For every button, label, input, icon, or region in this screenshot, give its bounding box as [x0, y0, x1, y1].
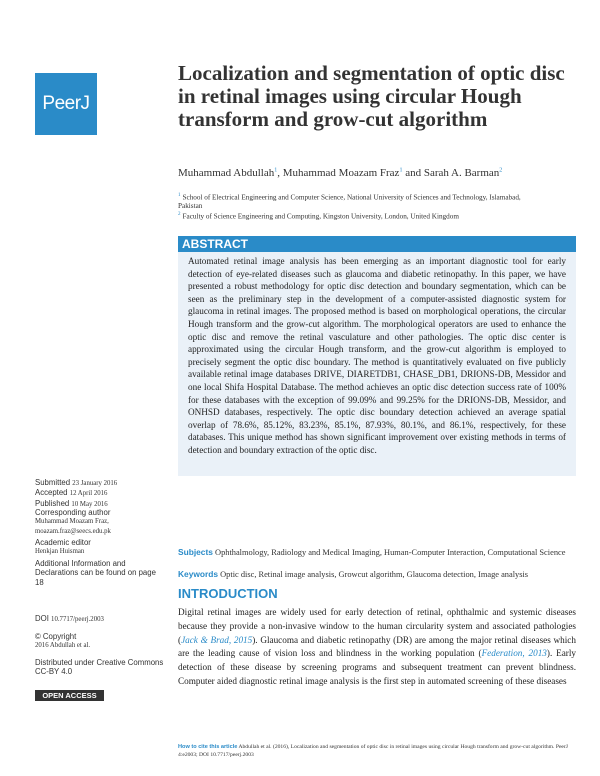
- abstract-heading: ABSTRACT: [178, 236, 576, 252]
- affiliation-mark: 2: [178, 212, 181, 217]
- abstract-text: Automated retinal image analysis has been emerging as an important diagnostic tool for early detection of eye-related diseases such as glaucoma and diabetic retinopathy. In this paper, we have presented a robust methodology for optic disc detection and boundary segmentation, which can be seen as the preliminary step in the development of a computer-assisted diagnostic system for glaucoma in retinal images. The proposed method is based on morphological operations, the circular Hough transform and the grow-cut algorithm. The morphological operators are used to enhance the optic disc and remove the retinal vasculature and other pathologies. The optic disc center is approximated using the circular Hough transform, and the grow-cut algorithm is employed to precisely segment the optic disc boundary. The method is quantitatively evaluated on five publicly available retinal image databases DRIVE, DIARETDB1, CHASE_DB1, DRIONS-DB, Messidor and one local Shifa Hospital Database. The method achieves an optic disc detection success rate of 100% for these databases with the exception of 99.09% and 99.25% for the DRIONS-DB, Messidor, and ONHSD databases, respectively. The optic disc boundary detection achieved an average spatial overlap of 78.6%, 85.12%, 83.23%, 85.1%, 87.93%, 80.1%, and 86.1%, respectively, for these databases. This unique method has shown significant improvement over existing methods in terms of detection and boundary extraction of the optic disc.: [178, 252, 576, 476]
- submitted-label: Submitted: [35, 478, 71, 487]
- open-access-badge: OPEN ACCESS: [35, 690, 104, 701]
- published-date: 10 May 2016: [71, 500, 108, 508]
- citation-footer: [178, 744, 576, 759]
- published-label: Published: [35, 498, 70, 508]
- affiliation-text: School of Electrical Engineering and Computer Science, National University of Sciences and Technology, Islamabad, Pakistan: [178, 193, 521, 211]
- corresponding-email[interactable]: moazam.fraz@seecs.edu.pk: [35, 527, 111, 535]
- author-name[interactable]: Muhammad Moazam Fraz: [282, 167, 400, 179]
- keywords-text: Optic disc, Retinal image analysis, Growcut algorithm, Glaucoma detection, Image analysis: [220, 570, 529, 579]
- corresponding-author: [35, 508, 165, 536]
- affiliation-text: Faculty of Science Engineering and Computing, Kingston University, London, United Kingdom: [182, 212, 459, 221]
- publication-dates: [35, 478, 165, 509]
- copyright: [35, 632, 165, 651]
- affiliation: [178, 191, 538, 211]
- corresponding-label: Corresponding author: [35, 508, 111, 517]
- author-list: [178, 167, 502, 179]
- paper-title: Localization and segmentation of optic disc in retinal images using circular Hough transform and grow-cut algorithm: [178, 61, 565, 131]
- author-separator: and: [405, 167, 422, 179]
- editor-label: Academic editor: [35, 538, 91, 547]
- doi-label: DOI: [35, 614, 49, 623]
- copyright-label: Copyright: [42, 632, 77, 641]
- subjects-label: Subjects: [178, 547, 213, 557]
- affiliation-mark: 1: [178, 193, 181, 198]
- affiliation: [178, 210, 538, 221]
- footer-text: Abdullah et al. (2016), Localization and segmentation of optic disc in retinal images using circular Hough transform and grow-cut algorithm. PeerJ 4:e2003; DOI 10.7717/peerj.2003: [178, 744, 568, 758]
- citation-link[interactable]: Jack & Brad, 2015: [181, 634, 253, 645]
- logo-text: PeerJ: [42, 93, 90, 114]
- copyright-icon: ©: [35, 632, 41, 641]
- academic-editor: [35, 538, 165, 557]
- copyright-text: 2016 Abdullah et al.: [35, 642, 91, 650]
- accepted-label: Accepted: [35, 488, 68, 498]
- subjects-text: Ophthalmology, Radiology and Medical Imaging, Human-Computer Interaction, Computational Science: [215, 548, 566, 557]
- submitted-date: 23 January 2016: [72, 480, 118, 487]
- author-affiliation-mark: 1: [399, 167, 403, 174]
- editor-name: Henkjan Huisman: [35, 548, 85, 556]
- intro-text-1: Digital retinal images are widely used for early detection of retinal, ophthalmic and systemic diseases because they provide a non-invasive window to the human circularity system and associated pathologies (: [178, 607, 576, 645]
- introduction-heading: INTRODUCTION: [178, 586, 278, 601]
- peerj-logo: [35, 73, 97, 135]
- intro-text-2: ). Glaucoma and diabetic retinopathy (DR) are among the major retinal diseases which are the leading cause of vision loss and blindness in the working population (: [178, 634, 576, 659]
- author-affiliation-mark: 1: [274, 167, 278, 174]
- introduction-text: [178, 606, 576, 689]
- corresponding-name: Muhammad Moazam Fraz,: [35, 518, 109, 526]
- additional-info: Additional Information and Declarations can be found on page 18: [35, 559, 156, 587]
- doi-line: [35, 614, 165, 624]
- doi-link[interactable]: 10.7717/peerj.2003: [51, 616, 104, 623]
- keywords-label: Keywords: [178, 569, 219, 579]
- author-name[interactable]: Muhammad Abdullah: [178, 167, 275, 179]
- citation-link[interactable]: Federation, 2013: [481, 648, 547, 659]
- author-separator: ,: [277, 167, 280, 179]
- license: Distributed under Creative Commons CC-BY 4.0: [35, 658, 164, 677]
- author-name[interactable]: Sarah A. Barman: [423, 167, 500, 179]
- footer-label: How to cite this article: [178, 744, 238, 750]
- subjects: [178, 547, 576, 559]
- accepted-date: 12 April 2016: [69, 490, 108, 498]
- intro-text-3: ). Early detection of these disease by screening programs and subsequent treatment can prevent blindness. Computer aided diagnostic retinal image analysis is the first step in automated screening of these diseases: [178, 648, 576, 686]
- keywords: [178, 569, 576, 581]
- author-affiliation-mark: 2: [499, 167, 503, 174]
